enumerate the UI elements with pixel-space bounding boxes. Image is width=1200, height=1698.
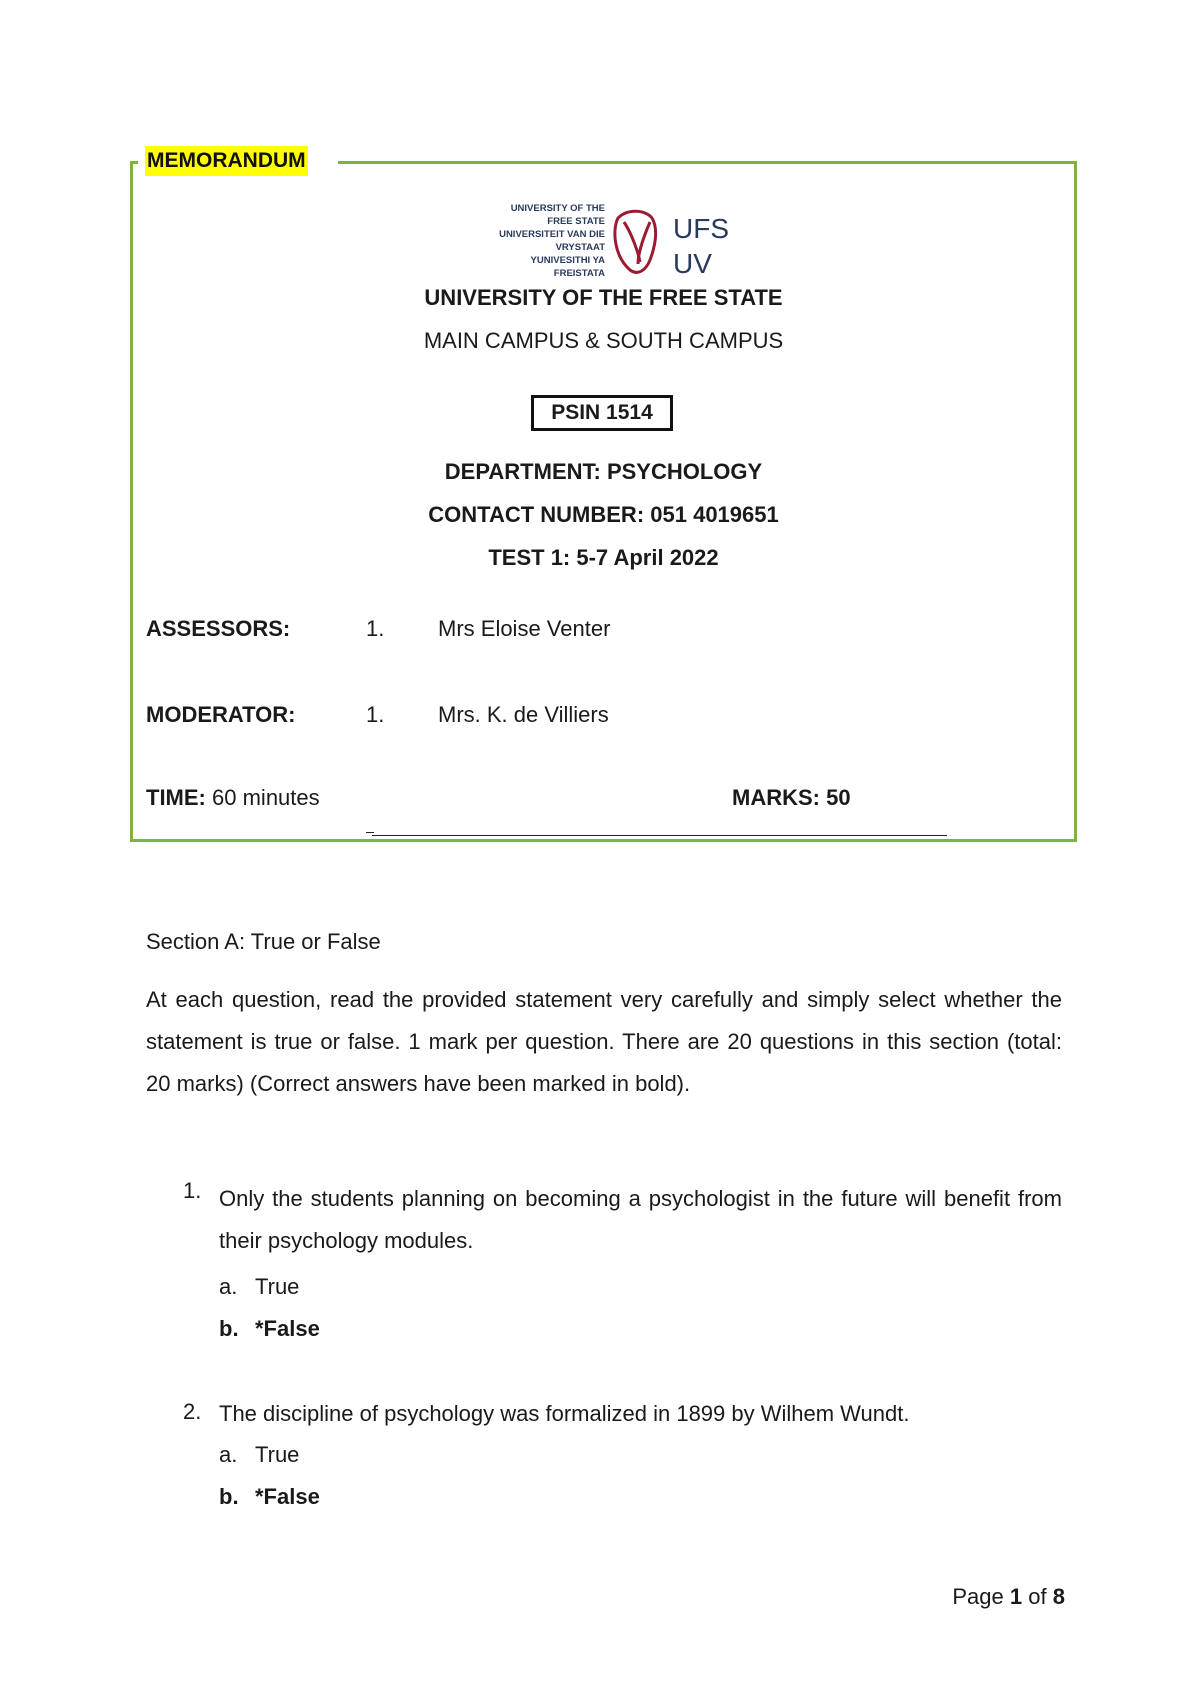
question-1-option-b-text: *False	[255, 1316, 320, 1341]
question-2-number: 2.	[183, 1399, 202, 1424]
module-code: PSIN 1514	[531, 395, 673, 431]
logo-line-4: VRYSTAAT	[555, 242, 605, 253]
question-2-text: The discipline of psychology was formalized in 1899 by Wilhem Wundt.	[219, 1401, 910, 1426]
assessors-name: Mrs Eloise Venter	[438, 616, 611, 641]
signature-rule-tick	[366, 832, 374, 833]
question-1-option-a-text: True	[255, 1274, 300, 1299]
question-2-option-a-text: True	[255, 1442, 300, 1467]
moderator-number: 1.	[366, 702, 385, 727]
marks-label: MARKS:	[732, 785, 820, 810]
section-instructions: At each question, read the provided statement very carefully and simply select whether the statement is true or false. 1 mark per question. There are 20 questions in this section (total: 20 marks) (Correct answers have been marked in bold).	[146, 987, 1062, 1096]
question-2-option-b-letter: b.	[219, 1484, 239, 1509]
assessors-number: 1.	[366, 616, 385, 641]
footer-of-word: of	[1028, 1584, 1047, 1609]
ufs-logo	[462, 200, 748, 282]
memorandum-label: MEMORANDUM	[145, 146, 308, 176]
logo-mark-top: UFS	[673, 213, 729, 244]
test-date: TEST 1: 5-7 April 2022	[488, 545, 719, 570]
assessors-label: ASSESSORS:	[146, 616, 291, 641]
logo-line-1: UNIVERSITY OF THE	[510, 203, 605, 214]
moderator-name: Mrs. K. de Villiers	[438, 702, 609, 727]
footer-page-word: Page	[952, 1584, 1004, 1609]
logo-line-3: UNIVERSITEIT VAN DIE	[499, 229, 605, 240]
logo-line-2: FREE STATE	[547, 216, 605, 227]
ufs-emblem-icon	[615, 211, 656, 272]
contact-number: CONTACT NUMBER: 051 4019651	[428, 502, 779, 527]
question-1-option-a-letter: a.	[219, 1274, 238, 1299]
time-label: TIME:	[146, 785, 206, 810]
question-1-option-b-letter: b.	[219, 1316, 239, 1341]
question-1-number: 1.	[183, 1178, 202, 1203]
signature-rule	[372, 835, 947, 836]
logo-line-5: YUNIVESITHI YA	[530, 255, 605, 266]
page-footer	[952, 1584, 1065, 1610]
question-1-text: Only the students planning on becoming a psychologist in the future will benefit from their psychology modules.	[219, 1186, 1062, 1253]
time-row	[146, 785, 320, 811]
marks-value: 50	[826, 785, 851, 810]
campus-name: MAIN CAMPUS & SOUTH CAMPUS	[423, 328, 784, 353]
logo-mark-bottom: UV	[673, 248, 712, 279]
moderator-label: MODERATOR:	[146, 702, 296, 727]
question-2-option-b-text: *False	[255, 1484, 320, 1509]
department: DEPARTMENT: PSYCHOLOGY	[444, 459, 763, 484]
section-title: Section A: True or False	[146, 929, 381, 954]
marks-row	[732, 785, 851, 811]
footer-current-page: 1	[1009, 1584, 1023, 1609]
time-value: 60 minutes	[212, 785, 320, 810]
university-name: UNIVERSITY OF THE FREE STATE	[424, 285, 783, 310]
logo-line-6: FREISTATA	[553, 268, 605, 279]
question-2-option-a-letter: a.	[219, 1442, 238, 1467]
footer-total-pages: 8	[1052, 1584, 1065, 1609]
